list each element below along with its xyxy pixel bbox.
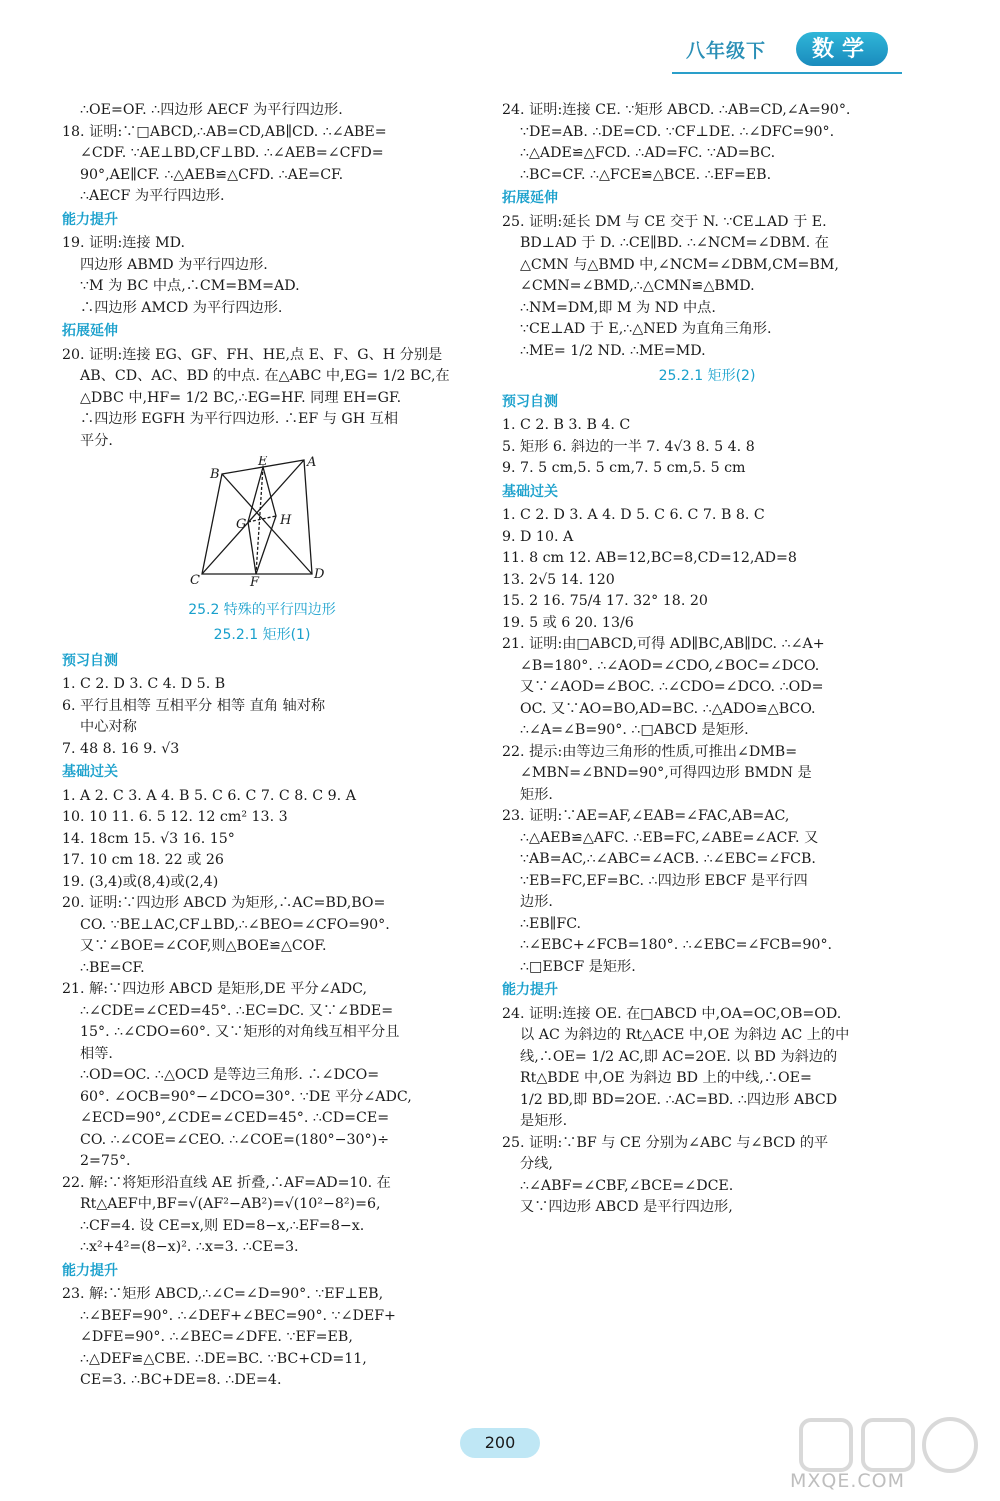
text-line: 23. 证明:∵AE=AF,∠EAB=∠FAC,AB=AC, (502, 808, 790, 824)
text-line: ∴□EBCF 是矩形. (520, 958, 636, 975)
label-d: D (314, 567, 325, 582)
text-line: OC. 又∵AO=BO,AD=BC. ∴△ADO≌△BCO. (520, 700, 816, 717)
text-line: ∴OE=OF. ∴四边形 AECF 为平行四边形. (80, 102, 343, 118)
text-line: 1. C 2. B 3. B 4. C (502, 417, 631, 433)
text-line: ∴NM=DM,即 M 为 ND 中点. (520, 299, 716, 316)
section-heading: 能力提升 (62, 211, 118, 228)
text-line: 四边形 ABMD 为平行四边形. (80, 256, 268, 273)
label-a: A (307, 456, 317, 470)
label-b: B (210, 467, 220, 482)
text-line: ∴四边形 EGFH 为平行四边形. ∴EF 与 GH 互相 (80, 411, 399, 427)
text-line: 15. 2 16. 75/4 17. 32° 18. 20 (502, 593, 708, 609)
text-line: 22. 解:∵将矩形沿直线 AE 折叠,∴AF=AD=10. 在 (62, 1174, 391, 1191)
text-line: 11. 8 cm 12. AB=12,BC=8,CD=12,AD=8 (502, 550, 797, 566)
text-line: 线,∴OE= 1/2 AC,即 AC=2OE. 以 BD 为斜边的 (520, 1048, 838, 1065)
section-heading: 基础过关 (62, 764, 118, 780)
text-line: ∴△AEB≌△AFC. ∴EB=FC,∠ABE=∠ACF. 又 (520, 829, 819, 846)
text-line: ∴CF=4. 设 CE=x,则 ED=8−x,∴EF=8−x. (80, 1217, 365, 1234)
text-line: 矩形. (520, 786, 553, 803)
text-line: ∵EB=FC,EF=BC. ∴四边形 EBCF 是平行四 (520, 872, 808, 889)
text-line: 10. 10 11. 6. 5 12. 12 cm² 13. 3 (62, 809, 288, 825)
text-line: ∴△ADE≌△FCD. ∴AD=FC. ∵AD=BC. (520, 145, 776, 161)
text-line: ∴ME= 1/2 ND. ∴ME=MD. (520, 342, 706, 359)
text-line: ∠ECD=90°,∠CDE=∠CED=45°. ∴CD=CE= (80, 1110, 390, 1126)
text-line: 又∵四边形 ABCD 是平行四边形, (520, 1199, 733, 1215)
text-line: 20. 证明:连接 EG、GF、FH、HE,点 E、F、G、H 分别是 (62, 346, 443, 363)
text-line: 18. 证明:∵□ABCD,∴AB=CD,AB∥CD. ∴∠ABE= (62, 123, 387, 140)
text-line: 边形. (520, 894, 553, 910)
text-line: BD⊥AD 于 D. ∴CE∥BD. ∴∠NCM=∠DBM. 在 (520, 235, 829, 251)
text-line: ∵CE⊥AD 于 E,∴△NED 为直角三角形. (520, 321, 772, 337)
text-line: 中心对称 (80, 719, 137, 735)
text-line: 分线, (520, 1156, 553, 1172)
text-line: 19. 5 或 6 20. 13/6 (502, 614, 634, 631)
text-line: 相等. (80, 1045, 113, 1062)
text-line: 23. 解:∵矩形 ABCD,∴∠C=∠D=90°. ∵EF⊥EB, (62, 1286, 384, 1302)
text-line: 21. 解:∵四边形 ABCD 是矩形,DE 平分∠ADC, (62, 981, 368, 997)
section-heading: 拓展延伸 (502, 190, 558, 206)
text-line: 17. 10 cm 18. 22 或 26 (62, 852, 224, 868)
text-line: 7. 48 8. 16 9. √3 (62, 740, 180, 757)
text-line: ∵M 为 BC 中点,∴CM=BM=AD. (80, 278, 300, 294)
subsection-title: 25.2.1 矩形(1) (213, 627, 311, 643)
section-heading: 能力提升 (62, 1262, 118, 1279)
watermark-url: MXQE.COM (790, 1470, 906, 1492)
text-line: ∴AECF 为平行四边形. (80, 188, 225, 204)
label-h: H (280, 513, 292, 528)
text-line: 又∵∠BOE=∠COF,则△BOE≌△COF. (80, 938, 327, 954)
text-line: ∠CMN=∠BMD,∴△CMN≌△BMD. (520, 278, 755, 294)
text-line: 22. 提示:由等边三角形的性质,可推出∠DMB= (502, 743, 798, 760)
text-line: 19. (3,4)或(8,4)或(2,4) (62, 873, 219, 890)
left-column (62, 100, 462, 1392)
text-line: ∴∠BEF=90°. ∴∠DEF+∠BEC=90°. ∵∠DEF+ (80, 1307, 396, 1324)
text-line: CO. ∵BE⊥AC,CF⊥BD,∴∠BEO=∠CFO=90°. (80, 916, 390, 933)
text-line: 24. 证明:连接 OE. 在□ABCD 中,OA=OC,OB=OD. (502, 1005, 842, 1022)
text-line: ∴四边形 AMCD 为平行四边形. (80, 299, 283, 316)
section-heading: 基础过关 (502, 483, 558, 500)
label-f: F (250, 575, 260, 586)
text-line: 25. 证明:延长 DM 与 CE 交于 N. ∵CE⊥AD 于 E. (502, 213, 827, 230)
text-line: 平分. (80, 432, 113, 449)
text-line: 5. 矩形 6. 斜边的一半 7. 4√3 8. 5 4. 8 (502, 438, 755, 455)
label-c: C (190, 573, 200, 586)
text-line: ∴OD=OC. ∴△OCD 是等边三角形. ∴∠DCO= (80, 1067, 380, 1083)
section-heading: 拓展延伸 (62, 323, 118, 339)
text-line: ∴△DEF≌△CBE. ∴DE=BC. ∵BC+CD=11, (80, 1350, 367, 1367)
text-line: 1. C 2. D 3. A 4. D 5. C 6. C 7. B 8. C (502, 507, 765, 523)
text-line: 14. 18cm 15. √3 16. 15° (62, 830, 235, 847)
text-line: ∴x²+4²=(8−x)². ∴x=3. ∴CE=3. (80, 1239, 299, 1255)
text-line: AB、CD、AC、BD 的中点. 在△ABC 中,EG= 1/2 BC,在 (80, 368, 450, 384)
section-heading: 预习自测 (62, 652, 118, 669)
quadrilateral-figure (62, 456, 462, 586)
section-heading: 预习自测 (502, 393, 558, 410)
text-line: ∴BC=CF. ∴△FCE≌△BCE. ∴EF=EB. (520, 166, 772, 183)
text-line: ∠MBN=∠BND=90°,可得四边形 BMDN 是 (520, 765, 812, 781)
text-line: 9. D 10. A (502, 528, 574, 545)
subsection-title: 25.2.1 矩形(2) (658, 368, 756, 384)
text-line: △DBC 中,HF= 1/2 BC,∴EG=HF. 同理 EH=GF. (80, 389, 402, 406)
text-line: ∴∠CDE=∠CED=45°. ∴EC=DC. 又∵∠BDE= (80, 1002, 394, 1019)
right-column (502, 100, 912, 1219)
label-e: E (258, 456, 268, 469)
label-g: G (236, 517, 247, 532)
text-line: ∠B=180°. ∴∠AOD=∠CDO,∠BOC=∠DCO. (520, 657, 820, 674)
text-line: CO. ∴∠COE=∠CEO. ∴∠COE=(180°−30°)÷ (80, 1131, 390, 1148)
text-line: ∴∠EBC+∠FCB=180°. ∴∠EBC=∠FCB=90°. (520, 937, 833, 953)
text-line: ∠CDF. ∵AE⊥BD,CF⊥BD. ∴∠AEB=∠CFD= (80, 145, 384, 161)
text-line: ∵AB=AC,∴∠ABC=∠ACB. ∴∠EBC=∠FCB. (520, 851, 816, 867)
text-line: 以 AC 为斜边的 Rt△ACE 中,OE 为斜边 AC 上的中 (520, 1027, 850, 1043)
text-line: Rt△AEF中,BF=√(AF²−AB²)=√(10²−8²)=6, (80, 1196, 381, 1212)
text-line: 60°. ∠OCB=90°−∠DCO=30°. ∵DE 平分∠ADC, (80, 1088, 412, 1105)
text-line: 13. 2√5 14. 120 (502, 571, 615, 588)
text-line: 90°,AE∥CF. ∴△AEB≌△CFD. ∴AE=CF. (80, 166, 344, 183)
page-header (672, 28, 912, 76)
subject-badge: 数学 (796, 32, 888, 66)
text-line: 6. 平行且相等 互相平分 相等 直角 轴对称 (62, 697, 326, 714)
text-line: ∴∠A=∠B=90°. ∴□ABCD 是矩形. (520, 722, 749, 738)
text-line: CE=3. ∴BC+DE=8. ∴DE=4. (80, 1372, 282, 1388)
text-line: ∠DFE=90°. ∴∠BEC=∠DFE. ∵EF=EB, (80, 1329, 353, 1345)
text-line: 又∵∠AOD=∠BOC. ∴∠CDO=∠DCO. ∴OD= (520, 679, 824, 695)
text-line: ∵DE=AB. ∴DE=CD. ∵CF⊥DE. ∴∠DFC=90°. (520, 123, 835, 140)
text-line: △CMN 与△BMD 中,∠NCM=∠DBM,CM=BM, (520, 256, 839, 273)
text-line: 1. C 2. D 3. C 4. D 5. B (62, 676, 226, 692)
text-line: 24. 证明:连接 CE. ∵矩形 ABCD. ∴AB=CD,∠A=90°. (502, 102, 851, 118)
text-line: Rt△BDE 中,OE 为斜边 BD 上的中线,∴OE= (520, 1070, 812, 1086)
text-line: 21. 证明:由□ABCD,可得 AD∥BC,AB∥DC. ∴∠A+ (502, 636, 825, 652)
text-line: 20. 证明:∵四边形 ABCD 为矩形,∴AC=BD,BO= (62, 895, 386, 911)
section-heading: 能力提升 (502, 982, 558, 998)
text-line: 15°. ∴∠CDO=60°. 又∵矩形的对角线互相平分且 (80, 1024, 400, 1040)
text-line: 1. A 2. C 3. A 4. B 5. C 6. C 7. C 8. C 9. A (62, 787, 356, 804)
text-line: 1/2 BD,即 BD=2OE. ∴AC=BD. ∴四边形 ABCD (520, 1091, 838, 1108)
header-divider (672, 72, 902, 74)
text-line: ∴EB∥FC. (520, 915, 582, 932)
text-line: 25. 证明:∵BF 与 CE 分别为∠ABC 与∠BCD 的平 (502, 1134, 829, 1151)
text-line: 9. 7. 5 cm,5. 5 cm,7. 5 cm,5. 5 cm (502, 460, 746, 476)
text-line: ∴∠ABF=∠CBF,∠BCE=∠DCE. (520, 1177, 734, 1194)
grade-label: 八年级下 (686, 40, 767, 62)
page-number: 200 (460, 1428, 540, 1458)
section-title: 25.2 特殊的平行四边形 (188, 601, 336, 618)
text-line: 2=75°. (80, 1153, 131, 1169)
text-line: ∴BE=CF. (80, 959, 145, 976)
text-line: 19. 证明:连接 MD. (62, 235, 186, 251)
text-line: 是矩形. (520, 1113, 568, 1129)
